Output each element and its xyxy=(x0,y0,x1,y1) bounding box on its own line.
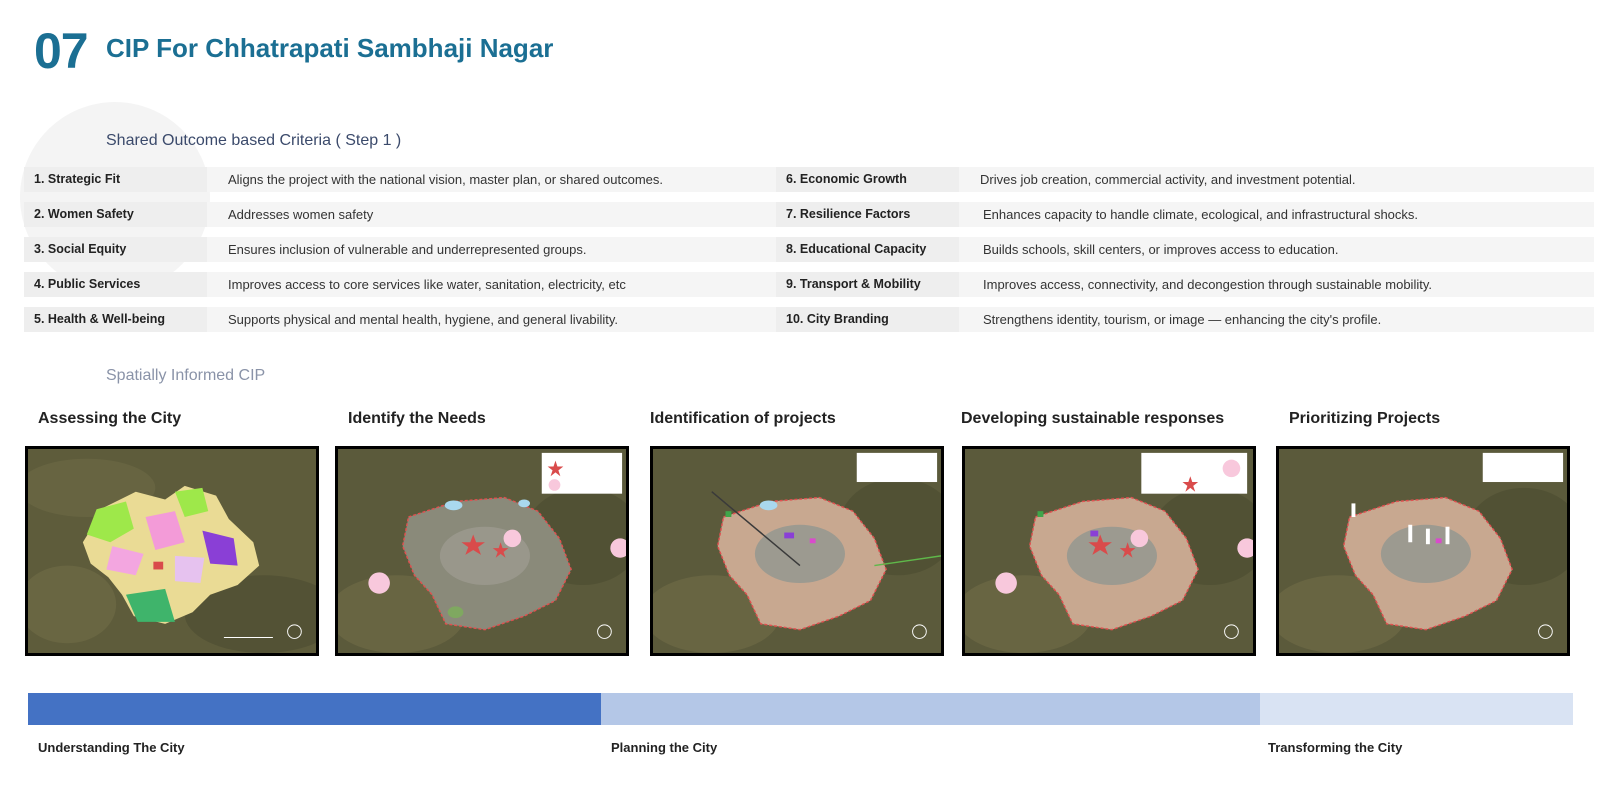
criteria-row xyxy=(24,237,1594,262)
map-graphic xyxy=(28,449,316,653)
criteria-description: Addresses women safety xyxy=(228,207,374,222)
decorative-circle xyxy=(20,102,210,292)
slide-number: 07 xyxy=(34,23,88,79)
phase-bar-understanding xyxy=(28,693,601,725)
criteria-label: 9. Transport & Mobility xyxy=(776,272,959,297)
map-graphic xyxy=(653,449,941,653)
criteria-description: Strengthens identity, tourism, or image — enhancing the city's profile. xyxy=(983,312,1382,327)
phase-label-understanding: Understanding The City xyxy=(38,740,185,755)
step-title-assessing: Assessing the City xyxy=(38,410,182,427)
criteria-description: Builds schools, skill centers, or improves access to education. xyxy=(983,242,1339,257)
criteria-label: 1. Strategic Fit xyxy=(24,167,207,192)
map-identify-needs xyxy=(335,446,629,656)
criteria-label: 4. Public Services xyxy=(24,272,207,297)
phase-bar-planning xyxy=(601,693,1260,725)
map-developing-responses xyxy=(962,446,1256,656)
criteria-label: 5. Health & Well-being xyxy=(24,307,207,332)
map-graphic xyxy=(1279,449,1567,653)
criteria-heading: Shared Outcome based Criteria ( Step 1 ) xyxy=(106,132,402,149)
criteria-description: Aligns the project with the national vision, master plan, or shared outcomes. xyxy=(228,172,664,187)
criteria-description: Supports physical and mental health, hygiene, and general livability. xyxy=(228,312,618,327)
criteria-label: 7. Resilience Factors xyxy=(776,202,959,227)
criteria-description: Improves access to core services like water, sanitation, electricity, etc xyxy=(228,277,626,292)
step-title-needs: Identify the Needs xyxy=(348,410,486,427)
criteria-row xyxy=(24,167,1594,192)
step-title-prioritizing: Prioritizing Projects xyxy=(1289,410,1441,427)
criteria-label: 10. City Branding xyxy=(776,307,959,332)
criteria-description: Drives job creation, commercial activity, and investment potential. xyxy=(980,172,1356,187)
criteria-label: 2. Women Safety xyxy=(24,202,207,227)
map-identification-projects xyxy=(650,446,944,656)
step-title-identification: Identification of projects xyxy=(650,410,836,427)
criteria-description: Ensures inclusion of vulnerable and underrepresented groups. xyxy=(228,242,587,257)
map-graphic xyxy=(965,449,1253,653)
criteria-row xyxy=(24,272,1594,297)
spatial-heading: Spatially Informed CIP xyxy=(106,367,266,384)
criteria-description: Improves access, connectivity, and decongestion through sustainable mobility. xyxy=(983,277,1432,292)
step-title-developing: Developing sustainable responses xyxy=(961,410,1225,427)
phase-label-transforming: Transforming the City xyxy=(1268,740,1403,755)
map-graphic xyxy=(338,449,626,653)
criteria-label: 3. Social Equity xyxy=(24,237,207,262)
criteria-description: Enhances capacity to handle climate, ecological, and infrastructural shocks. xyxy=(983,207,1419,222)
map-prioritizing-projects xyxy=(1276,446,1570,656)
criteria-row xyxy=(24,202,1594,227)
criteria-row xyxy=(24,307,1594,332)
criteria-label: 6. Economic Growth xyxy=(776,167,959,192)
criteria-label: 8. Educational Capacity xyxy=(776,237,959,262)
phase-label-planning: Planning the City xyxy=(611,740,718,755)
page-title: CIP For Chhatrapati Sambhaji Nagar xyxy=(106,33,554,63)
map-assessing-city xyxy=(25,446,319,656)
phase-bar-transforming xyxy=(1260,693,1573,725)
